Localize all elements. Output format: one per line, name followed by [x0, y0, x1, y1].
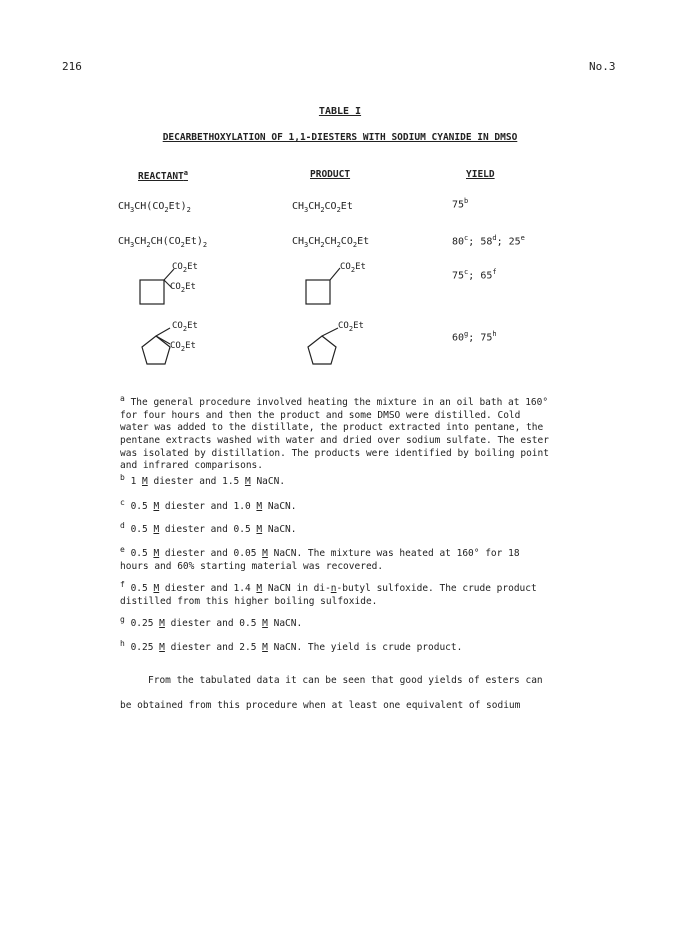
footnote-b: $^b$ 1 M diester and 1.5 M NaCN.	[120, 473, 286, 488]
row3-yield: 75$^c$; 65$^f$	[452, 268, 497, 282]
row1-yield: 75$^b$	[452, 197, 469, 211]
footnote-c: $^c$ 0.5 M diester and 1.0 M NaCN.	[120, 498, 297, 513]
row4-reactant-ester-label-upper: $CO_2Et$	[172, 321, 198, 333]
cyclopentane-ring	[308, 336, 336, 364]
bond-lower	[156, 336, 170, 344]
body-text-line-2: be obtained from this procedure when at least one equivalent of sodium	[120, 700, 521, 711]
row3-reactant-ester-label-lower: $CO_2Et$	[170, 282, 196, 294]
footnote-f: $^f$ 0.5 M diester and 1.4 M NaCN in di-n-butyl sulfoxide. The crude product distilled from this higher boiling sulfoxide.	[120, 580, 537, 607]
row4-yield: 60$^g$; 75$^h$	[452, 330, 497, 344]
row3-reactant-ester-label-upper: $CO_2Et$	[172, 262, 198, 274]
page-number: 216	[62, 60, 82, 73]
column-header-reactant: REACTANT$^a$	[138, 169, 188, 183]
row2-yield: 80$^c$; 58$^d$; 25e	[452, 234, 525, 248]
row4-reactant-ester-label-lower: $CO_2Et$	[170, 341, 196, 353]
row3-product-ester-label: $CO_2Et$	[340, 262, 366, 274]
bond-upper	[330, 268, 340, 280]
column-header-yield: YIELD	[466, 169, 495, 180]
row1-product-formula: $CH_3CH_2CO_2Et$	[292, 201, 353, 214]
row4-product-ester-label: $CO_2Et$	[338, 321, 364, 333]
column-header-product: PRODUCT	[310, 169, 351, 180]
row1-reactant-formula: $CH_3CH(CO_2Et)_2$	[118, 201, 191, 214]
table-subtitle: DECARBETHOXYLATION OF 1,1-DIESTERS WITH SODIUM CYANIDE IN DMSO	[162, 132, 518, 143]
row2-reactant-formula: $CH_3CH_2CH(CO_2Et)_2$	[118, 236, 208, 249]
bond-upper	[322, 328, 338, 336]
row2-product-formula: $CH_3CH_2CH_2CO_2Et$	[292, 236, 370, 249]
footnote-g: $^g$ 0.25 M diester and 0.5 M NaCN.	[120, 615, 303, 630]
footnote-h: $^h$ 0.25 M diester and 2.5 M NaCN. The yield is crude product.	[120, 639, 463, 654]
footnote-e: $^e$ 0.5 M diester and 0.05 M NaCN. The mixture was heated at 160° for 18 hours and 60% starting material was recovered.	[120, 545, 520, 572]
cyclopentane-ring	[142, 336, 170, 364]
cyclobutane-ring	[306, 280, 330, 304]
table-title: TABLE I	[318, 106, 362, 117]
bond-upper	[156, 328, 170, 336]
body-text-line-1: From the tabulated data it can be seen that good yields of esters can	[148, 675, 543, 686]
footnote-d: $^d$ 0.5 M diester and 0.5 M NaCN.	[120, 521, 297, 536]
cyclobutane-ring	[140, 280, 164, 304]
issue-number: No.3	[589, 60, 616, 73]
footnote-a: $^a$ The general procedure involved heating the mixture in an oil bath at 160° for four hours and then the product and some DMSO were distilled. Cold water was added to the distillate, the product extracted into pentane, the pentane extracts washed with water and dried over sodium sulfate. The ester was isolated by distillation. The products were identified by boiling point and infrared comparisons.	[120, 394, 549, 472]
